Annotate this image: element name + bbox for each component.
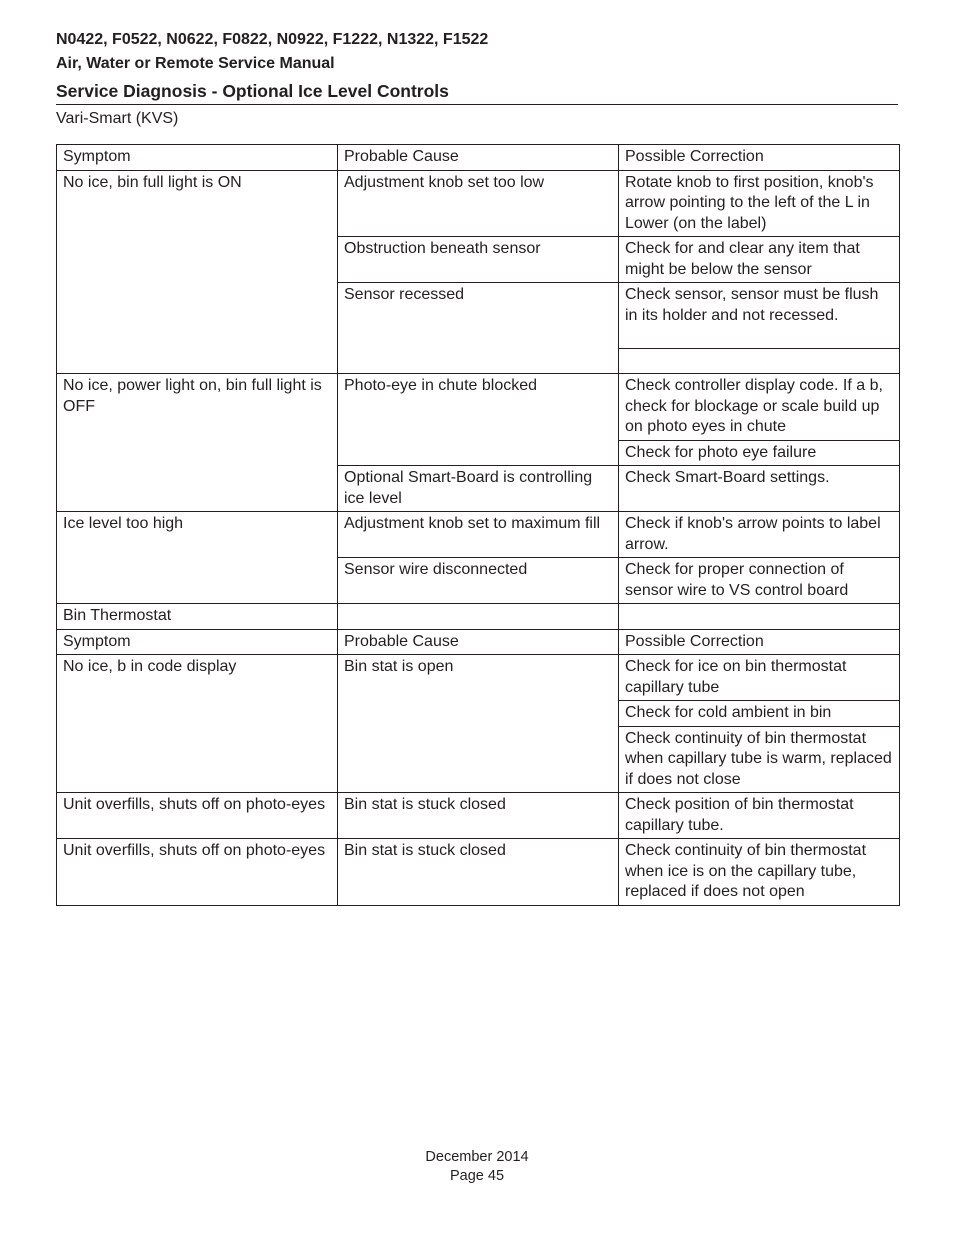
empty-cell — [619, 604, 900, 630]
subsection-title: Vari-Smart (KVS) — [56, 110, 179, 127]
cause-cell: Optional Smart-Board is controlling ice level — [338, 466, 619, 512]
cause-cell: Obstruction beneath sensor — [338, 237, 619, 283]
correction-cell: Check continuity of bin thermostat when ice is on the capillary tube, replaced if does not open — [619, 839, 900, 906]
table-row — [57, 839, 900, 906]
correction-cell: Check sensor, sensor must be flush in its holder and not recessed. — [619, 283, 900, 349]
table-row — [57, 512, 900, 558]
manual-title: Air, Water or Remote Service Manual — [56, 55, 335, 72]
correction-cell: Check for proper connection of sensor wire to VS control board — [619, 558, 900, 604]
cause-cell: Sensor wire disconnected — [338, 558, 619, 604]
cause-cell: Sensor recessed — [338, 283, 619, 374]
footer-page-number: Page 45 — [449, 1168, 505, 1184]
table-section-row — [57, 604, 900, 630]
table-row — [57, 170, 900, 237]
symptom-cell: Unit overfills, shuts off on photo-eyes — [57, 839, 338, 906]
correction-cell: Check for photo eye failure — [619, 440, 900, 466]
table-row — [57, 793, 900, 839]
correction-cell: Check controller display code. If a b, check for blockage or scale build up on photo eyes in chute — [619, 374, 900, 441]
correction-cell: Check for ice on bin thermostat capillary tube — [619, 655, 900, 701]
symptom-cell: No ice, b in code display — [57, 655, 338, 793]
header-symptom: Symptom — [57, 145, 338, 171]
header-symptom: Symptom — [57, 629, 338, 655]
correction-cell: Check continuity of bin thermostat when capillary tube is warm, replaced if does not close — [619, 726, 900, 793]
page-header — [56, 30, 898, 129]
header-correction: Possible Correction — [619, 629, 900, 655]
correction-cell: Check for and clear any item that might be below the sensor — [619, 237, 900, 283]
correction-cell: Check for cold ambient in bin — [619, 701, 900, 727]
diagnosis-table — [56, 144, 900, 906]
table-row — [57, 374, 900, 441]
table-header-row — [57, 629, 900, 655]
cause-cell: Adjustment knob set too low — [338, 170, 619, 237]
correction-cell: Check Smart-Board settings. — [619, 466, 900, 512]
cause-cell: Bin stat is stuck closed — [338, 839, 619, 906]
model-list: N0422, F0522, N0622, F0822, N0922, F1222, N1322, F1522 — [56, 31, 489, 48]
table-header-row — [57, 145, 900, 171]
correction-cell: Check if knob's arrow points to label arrow. — [619, 512, 900, 558]
header-correction: Possible Correction — [619, 145, 900, 171]
page-footer — [0, 1148, 954, 1186]
symptom-cell: No ice, bin full light is ON — [57, 170, 338, 374]
cause-cell: Adjustment knob set to maximum fill — [338, 512, 619, 558]
correction-cell: Rotate knob to first position, knob's arrow pointing to the left of the L in Lower (on the label) — [619, 170, 900, 237]
cause-cell: Bin stat is open — [338, 655, 619, 793]
correction-cell-empty — [619, 349, 900, 374]
section-title: Service Diagnosis - Optional Ice Level Controls — [56, 80, 898, 105]
cause-cell: Bin stat is stuck closed — [338, 793, 619, 839]
empty-cell — [338, 604, 619, 630]
correction-cell: Check position of bin thermostat capillary tube. — [619, 793, 900, 839]
table-row — [57, 655, 900, 701]
cause-cell: Photo-eye in chute blocked — [338, 374, 619, 466]
header-cause: Probable Cause — [338, 145, 619, 171]
symptom-cell: Unit overfills, shuts off on photo-eyes — [57, 793, 338, 839]
symptom-cell: No ice, power light on, bin full light is OFF — [57, 374, 338, 512]
header-cause: Probable Cause — [338, 629, 619, 655]
section-label: Bin Thermostat — [57, 604, 338, 630]
footer-date: December 2014 — [425, 1149, 529, 1165]
symptom-cell: Ice level too high — [57, 512, 338, 604]
